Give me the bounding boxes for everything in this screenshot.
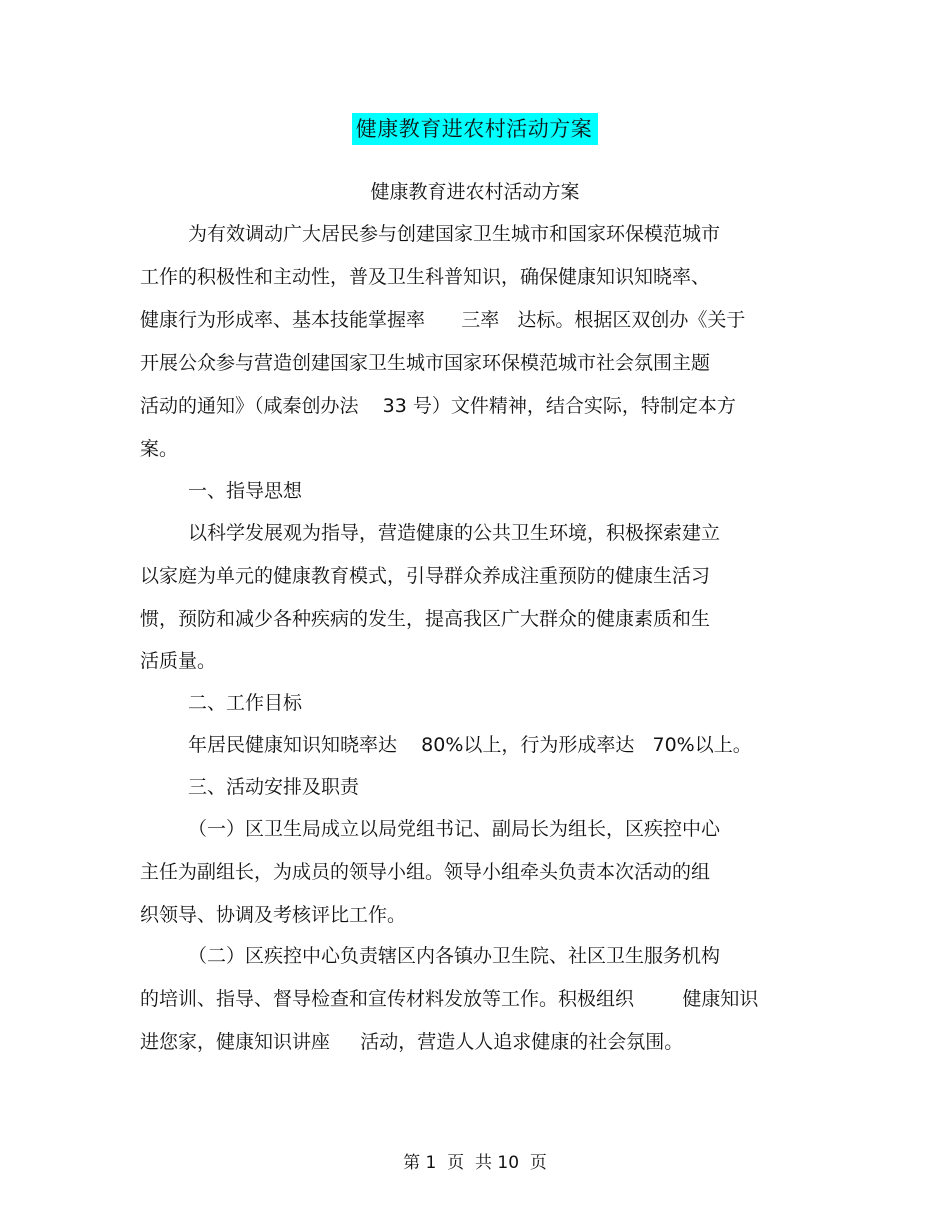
paragraph-line: （一）区卫生局成立以局党组书记、副局长为组长，区疾控中心 [188, 818, 721, 840]
paragraph-line: 年居民健康知识知晓率达 80%以上，行为形成率达 70%以上。 [188, 734, 752, 756]
title-wrapper [0, 113, 950, 145]
section-heading: 二、工作目标 [188, 692, 303, 714]
paragraph-line: 为有效调动广大居民参与创建国家卫生城市和国家环保模范城市 [188, 223, 721, 245]
paragraph-line: （二）区疾控中心负责辖区内各镇办卫生院、社区卫生服务机构 [188, 945, 721, 967]
paragraph-line: 的培训、指导、督导检查和宣传材料发放等工作。积极组织 健康知识 [140, 988, 759, 1010]
section-heading: 三、活动安排及职责 [188, 776, 360, 798]
paragraph-line: 案。 [140, 438, 179, 460]
page-footer: 第 1 页 共 10 页 [403, 1153, 547, 1173]
paragraph-line: 以家庭为单元的健康教育模式，引导群众养成注重预防的健康生活习 [140, 565, 711, 587]
paragraph-line: 惯，预防和减少各种疾病的发生，提高我区广大群众的健康素质和生 [140, 608, 711, 630]
document-title: 健康教育进农村活动方案 [352, 113, 599, 145]
paragraph-line: 工作的积极性和主动性，普及卫生科普知识，确保健康知识知晓率、 [140, 266, 711, 288]
paragraph-line: 织领导、协调及考核评比工作。 [140, 904, 407, 926]
paragraph-line: 主任为副组长，为成员的领导小组。领导小组牵头负责本次活动的组 [140, 861, 711, 883]
paragraph-line: 以科学发展观为指导，营造健康的公共卫生环境，积极探索建立 [188, 522, 721, 544]
paragraph-line: 活质量。 [140, 650, 217, 672]
paragraph-line: 健康行为形成率、基本技能掌握率 三率 达标。根据区双创办《关于 [140, 309, 746, 331]
section-heading: 一、指导思想 [188, 480, 303, 502]
document-subtitle: 健康教育进农村活动方案 [370, 181, 580, 203]
paragraph-line: 开展公众参与营造创建国家卫生城市国家环保模范城市社会氛围主题 [140, 352, 711, 374]
paragraph-line: 活动的通知》（咸秦创办法 33 号）文件精神，结合实际，特制定本方 [140, 395, 736, 417]
paragraph-line: 进您家，健康知识讲座 活动，营造人人追求健康的社会氛围。 [140, 1031, 684, 1053]
